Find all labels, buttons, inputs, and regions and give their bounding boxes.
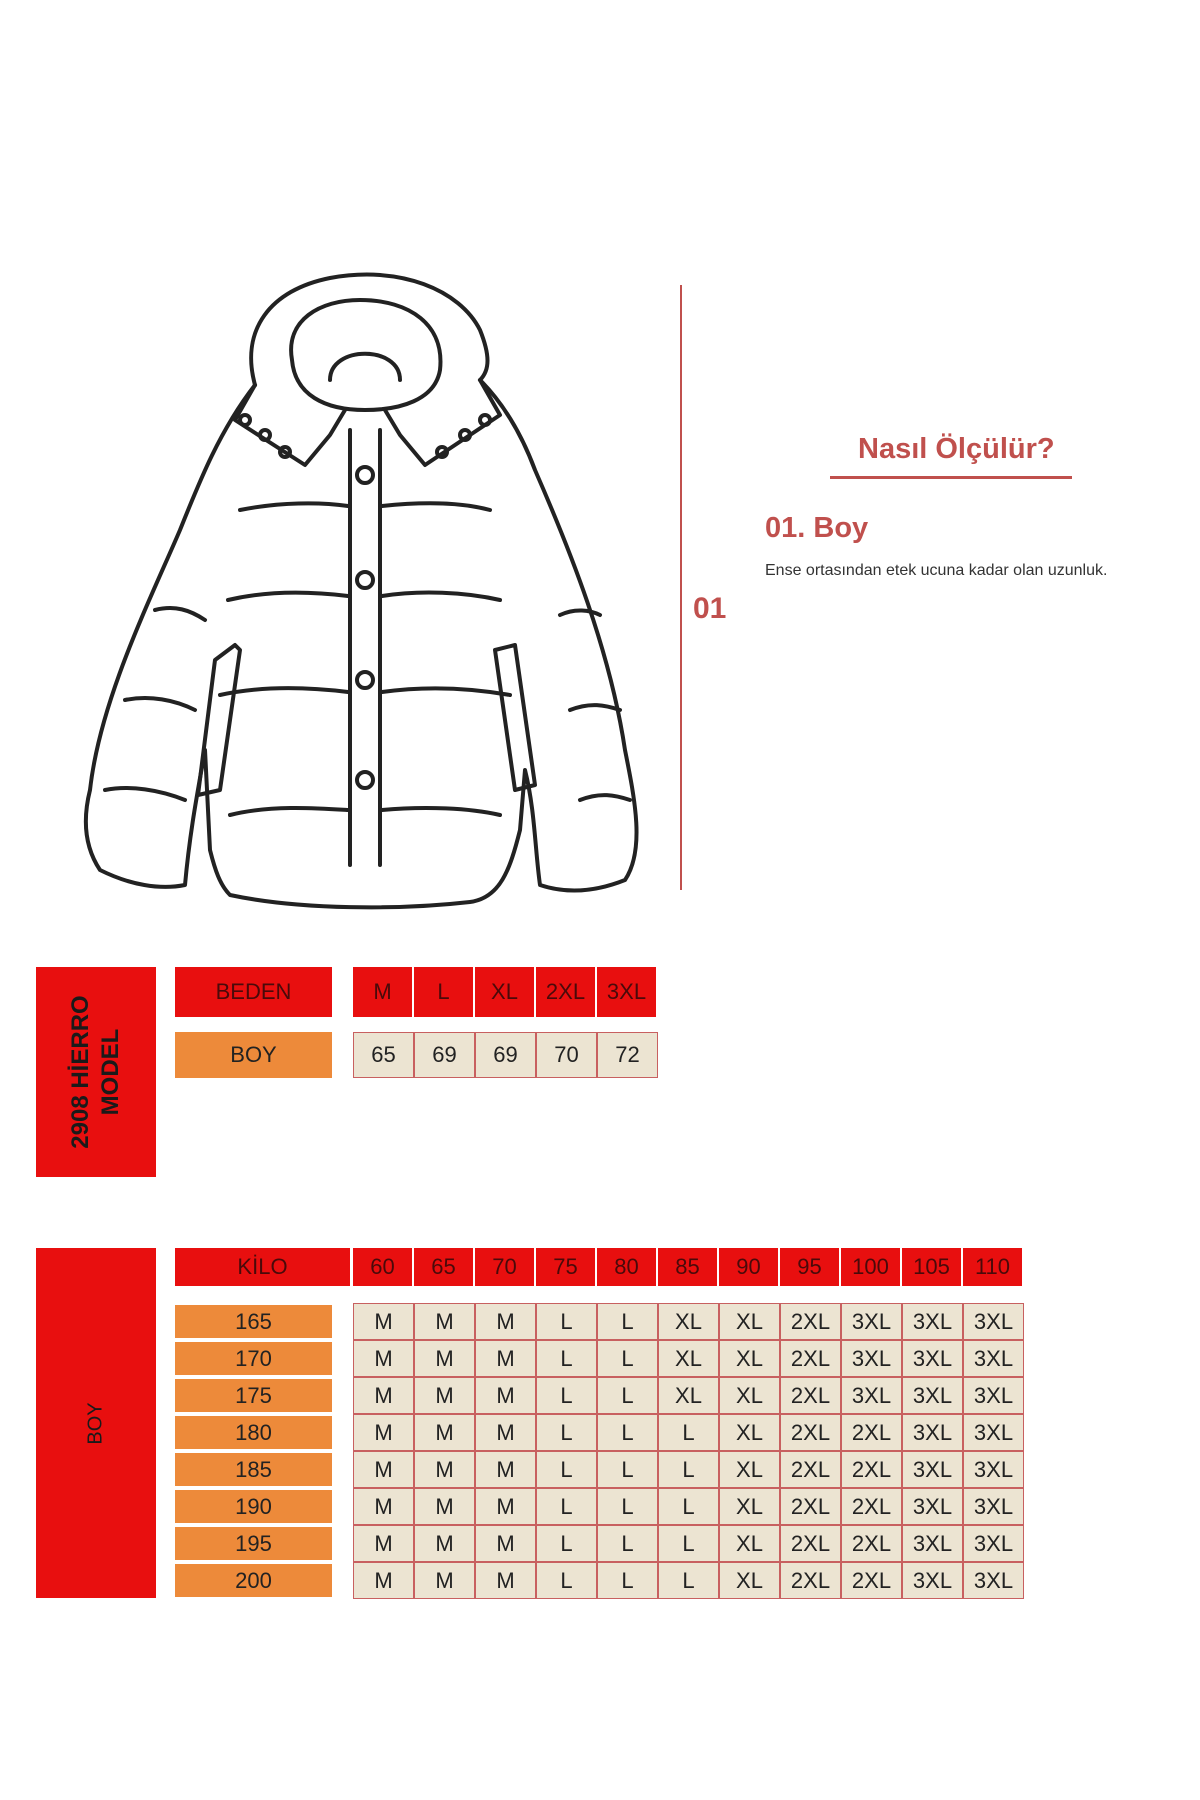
fit-size-cell: M — [353, 1451, 414, 1488]
fit-size-cell: L — [658, 1488, 719, 1525]
weight-header-cell: 85 — [658, 1248, 719, 1286]
fit-size-cell: L — [536, 1488, 597, 1525]
fit-size-cell: M — [475, 1414, 536, 1451]
fit-size-cell: M — [353, 1488, 414, 1525]
model-side-label — [36, 967, 156, 1177]
height-row-label: 165 — [175, 1305, 332, 1338]
fit-size-cell: XL — [658, 1340, 719, 1377]
fit-size-cell: 2XL — [841, 1488, 902, 1525]
fit-size-cell: 2XL — [841, 1414, 902, 1451]
fit-size-cell: 2XL — [841, 1525, 902, 1562]
fit-size-cell: 2XL — [780, 1488, 841, 1525]
fit-size-cell: 3XL — [963, 1340, 1024, 1377]
fit-size-cell: M — [475, 1488, 536, 1525]
weight-header-cell: 105 — [902, 1248, 963, 1286]
fit-size-cell: L — [597, 1414, 658, 1451]
fit-size-cell: M — [353, 1303, 414, 1340]
size-header-cell: XL — [475, 967, 536, 1017]
length-cell: 69 — [414, 1032, 475, 1078]
fit-size-cell: XL — [719, 1414, 780, 1451]
fit-size-cell: 3XL — [841, 1377, 902, 1414]
fit-size-cell: M — [353, 1340, 414, 1377]
fit-size-cell: 3XL — [841, 1340, 902, 1377]
fit-size-cell: M — [475, 1525, 536, 1562]
length-row-label: BOY — [175, 1032, 332, 1078]
fit-size-cell: L — [658, 1562, 719, 1599]
fit-size-cell: 2XL — [780, 1562, 841, 1599]
fit-size-cell: 3XL — [963, 1377, 1024, 1414]
fit-size-cell: 3XL — [902, 1340, 963, 1377]
fit-size-cell: 2XL — [780, 1377, 841, 1414]
fit-size-cell: L — [658, 1414, 719, 1451]
height-row-label: 175 — [175, 1379, 332, 1412]
height-row-label: 170 — [175, 1342, 332, 1375]
fit-size-cell: 3XL — [902, 1488, 963, 1525]
fit-size-cell: 3XL — [902, 1525, 963, 1562]
height-row-label: 200 — [175, 1564, 332, 1597]
length-measure-line — [680, 285, 682, 890]
fit-size-cell: M — [353, 1414, 414, 1451]
height-row-label: 195 — [175, 1527, 332, 1560]
fit-size-cell: L — [597, 1562, 658, 1599]
weight-header: KİLO — [175, 1248, 350, 1286]
weight-header-cell: 75 — [536, 1248, 597, 1286]
fit-size-cell: M — [414, 1525, 475, 1562]
fit-size-cell: M — [414, 1340, 475, 1377]
how-to-measure-title: Nasıl Ölçülür? — [858, 433, 1055, 465]
fit-size-cell: M — [414, 1414, 475, 1451]
height-row-label: 190 — [175, 1490, 332, 1523]
weight-header-cell: 100 — [841, 1248, 902, 1286]
fit-size-cell: XL — [719, 1562, 780, 1599]
fit-size-cell: L — [597, 1340, 658, 1377]
fit-size-cell: L — [536, 1525, 597, 1562]
fit-size-cell: 2XL — [780, 1340, 841, 1377]
fit-size-cell: 3XL — [963, 1414, 1024, 1451]
fit-size-cell: M — [414, 1303, 475, 1340]
fit-size-cell: 2XL — [780, 1525, 841, 1562]
jacket-illustration — [80, 270, 680, 910]
length-cell: 69 — [475, 1032, 536, 1078]
fit-size-cell: L — [597, 1451, 658, 1488]
fit-size-cell: 3XL — [963, 1303, 1024, 1340]
fit-size-cell: XL — [719, 1488, 780, 1525]
fit-size-cell: L — [597, 1488, 658, 1525]
height-row-label: 185 — [175, 1453, 332, 1486]
size-header-cell: L — [414, 967, 475, 1017]
fit-size-cell: 3XL — [963, 1451, 1024, 1488]
fit-size-cell: L — [536, 1451, 597, 1488]
height-side-label — [36, 1248, 156, 1598]
fit-size-cell: M — [353, 1525, 414, 1562]
fit-size-cell: L — [536, 1377, 597, 1414]
fit-size-cell: L — [658, 1451, 719, 1488]
model-label-line1: 2908 HİERRO — [67, 995, 94, 1149]
weight-header-cell: 70 — [475, 1248, 536, 1286]
fit-size-cell: M — [414, 1451, 475, 1488]
fit-size-cell: M — [353, 1562, 414, 1599]
fit-size-cell: 3XL — [902, 1377, 963, 1414]
fit-size-cell: L — [536, 1340, 597, 1377]
length-cell: 70 — [536, 1032, 597, 1078]
fit-size-cell: 2XL — [780, 1303, 841, 1340]
model-label-line2: MODEL — [97, 1028, 124, 1116]
weight-header-cell: 80 — [597, 1248, 658, 1286]
fit-size-cell: M — [353, 1377, 414, 1414]
fit-size-cell: 3XL — [902, 1414, 963, 1451]
fit-size-cell: M — [475, 1562, 536, 1599]
weight-header-cell: 110 — [963, 1248, 1024, 1286]
fit-size-cell: M — [475, 1451, 536, 1488]
height-row-label: 180 — [175, 1416, 332, 1449]
fit-size-cell: XL — [658, 1303, 719, 1340]
fit-size-cell: 3XL — [902, 1303, 963, 1340]
measure-item-description: Ense ortasından etek ucuna kadar olan uzunluk. — [765, 562, 1108, 579]
fit-size-cell: 3XL — [963, 1525, 1024, 1562]
fit-size-cell: L — [597, 1303, 658, 1340]
fit-size-cell: L — [597, 1377, 658, 1414]
fit-size-cell: XL — [719, 1340, 780, 1377]
fit-size-cell: 3XL — [963, 1562, 1024, 1599]
fit-size-cell: 2XL — [841, 1451, 902, 1488]
weight-header-cell: 90 — [719, 1248, 780, 1286]
length-cell: 65 — [353, 1032, 414, 1078]
height-side-label-text: BOY — [84, 1401, 107, 1445]
size-header: BEDEN — [175, 967, 332, 1017]
title-underline — [830, 476, 1072, 479]
weight-header-cell: 60 — [353, 1248, 414, 1286]
fit-size-cell: M — [475, 1377, 536, 1414]
fit-size-cell: 3XL — [902, 1451, 963, 1488]
fit-size-cell: 3XL — [963, 1488, 1024, 1525]
fit-size-cell: M — [414, 1377, 475, 1414]
fit-size-cell: M — [475, 1340, 536, 1377]
fit-size-cell: L — [536, 1562, 597, 1599]
measure-line-number: 01 — [693, 592, 727, 625]
fit-size-cell: XL — [719, 1451, 780, 1488]
size-header-cell: 3XL — [597, 967, 658, 1017]
length-cell: 72 — [597, 1032, 658, 1078]
size-header-cell: 2XL — [536, 967, 597, 1017]
fit-size-cell: L — [536, 1303, 597, 1340]
fit-size-cell: XL — [658, 1377, 719, 1414]
fit-size-cell: XL — [719, 1303, 780, 1340]
measure-item-title: 01. Boy — [765, 512, 869, 544]
size-header-cell: M — [353, 967, 414, 1017]
fit-size-cell: L — [658, 1525, 719, 1562]
fit-size-cell: 2XL — [780, 1451, 841, 1488]
weight-header-cell: 95 — [780, 1248, 841, 1286]
fit-size-cell: 3XL — [902, 1562, 963, 1599]
fit-size-cell: L — [536, 1414, 597, 1451]
fit-size-cell: 3XL — [841, 1303, 902, 1340]
weight-header-cell: 65 — [414, 1248, 475, 1286]
fit-size-cell: M — [414, 1488, 475, 1525]
fit-size-cell: L — [597, 1525, 658, 1562]
fit-size-cell: 2XL — [841, 1562, 902, 1599]
fit-size-cell: M — [475, 1303, 536, 1340]
fit-size-cell: XL — [719, 1525, 780, 1562]
fit-size-cell: XL — [719, 1377, 780, 1414]
fit-size-cell: M — [414, 1562, 475, 1599]
fit-size-cell: 2XL — [780, 1414, 841, 1451]
